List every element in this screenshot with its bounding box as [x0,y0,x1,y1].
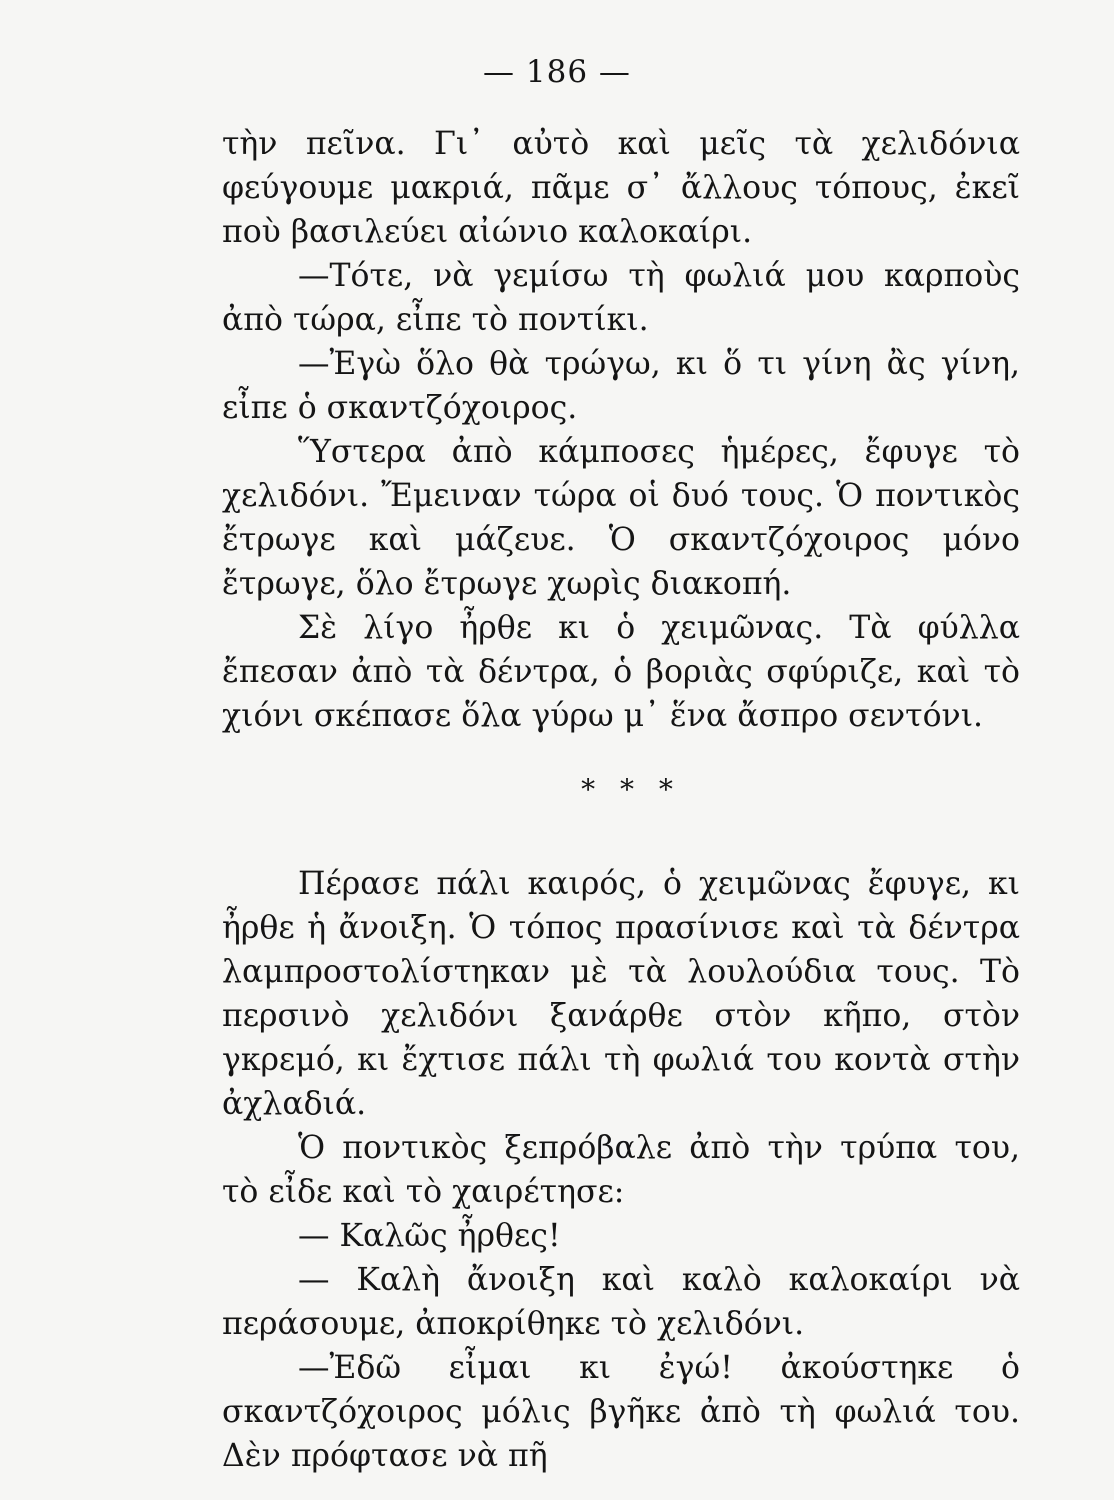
dialogue-hedgehog-returns: —Ἐδῶ εἶμαι κι ἐγώ! ἀκούστηκε ὁ σκαντζόχοιρος μόλις βγῆκε ἀπὸ τὴ φωλιά του. Δὲν πρόφτασε νὰ πῆ [222,1350,1020,1474]
dialogue-swallow-reply: — Καλὴ ἄνοιξη καὶ καλὸ καλοκαίρι νὰ περάσουμε, ἀποκρίθηκε τὸ χελιδόνι. [222,1262,1020,1342]
paragraph-continuation: τὴν πεῖνα. Γι᾿ αὐτὸ καὶ μεῖς τὰ χελιδόνια φεύγουμε μακριά, πᾶμε σ᾿ ἄλλους τόπους, ἐκεῖ ποὺ βασιλεύει αἰώνιο καλοκαίρι. [222,126,1020,250]
paragraph-mouse-greets: Ὁ ποντικὸς ξεπρόβαλε ἀπὸ τὴν τρύπα του, τὸ εἶδε καὶ τὸ χαιρέτησε: [222,1130,1020,1210]
paragraph-spring: Πέρασε πάλι καιρός, ὁ χειμῶνας ἔφυγε, κι ἦρθε ἡ ἄνοιξη. Ὁ τόπος πρασίνισε καὶ τὰ δέντρα λαμπροστολίστηκαν μὲ τὰ λουλούδια τους. Τὸ περσινὸ χελιδόνι ξανάρθε στὸν κῆπο, στὸν γκρεμό, κι ἔχτισε πάλι τὴ φωλιά του κοντὰ στὴν ἀχλαδιά. [222,866,1020,1122]
dialogue-mouse: —Τότε, νὰ γεμίσω τὴ φωλιά μου καρποὺς ἀπὸ τώρα, εἶπε τὸ ποντίκι. [222,258,1020,338]
paragraph-winter: Σὲ λίγο ἦρθε κι ὁ χειμῶνας. Τὰ φύλλα ἔπεσαν ἀπὸ τὰ δέντρα, ὁ βοριὰς σφύριζε, καὶ τὸ χιόνι σκέπασε ὅλα γύρω μ᾿ ἕνα ἄσπρο σεντόνι. [222,610,1020,734]
dialogue-welcome: — Καλῶς ἦρθες! [298,1218,561,1254]
page-body [222,122,1020,1478]
paragraph-swallow-leaves: Ὕστερα ἀπὸ κάμποσες ἡμέρες, ἔφυγε τὸ χελιδόνι. Ἔμειναν τώρα οἱ δυό τους. Ὁ ποντικὸς ἔτρωγε καὶ μάζευε. Ὁ σκαντζόχοιρος μόνο ἔτρωγε, ὅλο ἔτρωγε χωρὶς διακοπή. [222,434,1020,602]
page-number: — 186 — [483,54,631,90]
dialogue-hedgehog: —Ἐγὼ ὅλο θὰ τρώγω, κι ὅ τι γίνη ἂς γίνη, εἶπε ὁ σκαντζόχοιρος. [222,346,1020,426]
section-separator: * * * [581,773,681,806]
